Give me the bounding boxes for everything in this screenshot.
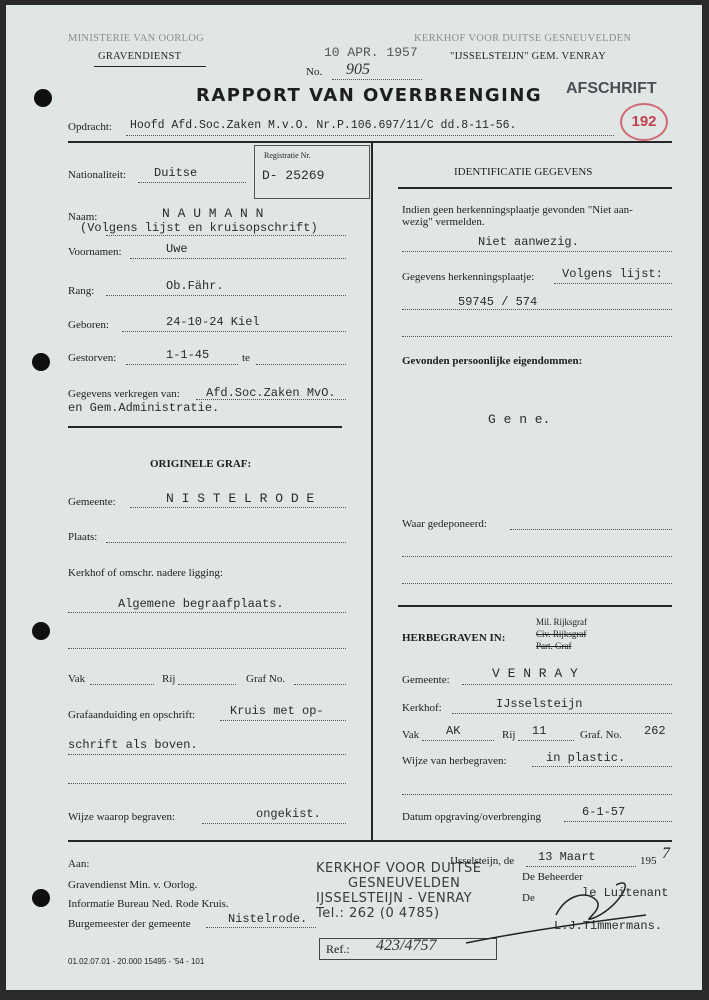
voornamen-label: Voornamen: bbox=[68, 246, 122, 258]
grafno-label: Graf No. bbox=[246, 673, 286, 685]
plaatje-label: Gegevens herkenningsplaatje: bbox=[402, 271, 535, 283]
registratie-label: Registratie Nr. bbox=[264, 151, 311, 160]
place-date: 13 Maart bbox=[538, 850, 596, 864]
gegevens-value-1: Afd.Soc.Zaken MvO. bbox=[206, 386, 336, 400]
niet-aanwezig-line bbox=[402, 251, 672, 252]
naam-note: (Volgens lijst en kruisopschrift) bbox=[80, 221, 318, 235]
grafaanduiding-line-3 bbox=[68, 783, 346, 784]
aan-line-3: Burgemeester der gemeente bbox=[68, 918, 191, 930]
stamp-line-4: Tel.: 262 (0 4785) bbox=[316, 906, 440, 921]
r-gemeente-label: Gemeente: bbox=[402, 674, 450, 686]
niet-aanwezig-value: Niet aanwezig. bbox=[478, 235, 579, 249]
plaatje-line-2 bbox=[402, 309, 672, 310]
r-grafno-value: 262 bbox=[644, 724, 666, 738]
vak-line bbox=[90, 684, 154, 685]
signature bbox=[446, 865, 669, 955]
plaats-label: Plaats: bbox=[68, 531, 98, 543]
grafno-line bbox=[294, 684, 346, 685]
print-code: 01.02.07.01 - 20.000 15495 - '54 - 101 bbox=[68, 957, 205, 966]
afschrift-stamp: AFSCHRIFT bbox=[566, 80, 657, 97]
herbegraven-rule bbox=[398, 605, 672, 607]
opdracht-line bbox=[126, 135, 614, 136]
plaatje-value-2: 59745 / 574 bbox=[458, 295, 538, 309]
kerkhof-line-2 bbox=[68, 648, 346, 649]
opdracht-value: Hoofd Afd.Soc.Zaken M.v.O. Nr.P.106.697/11/C dd.8-11-56. bbox=[130, 119, 517, 132]
gedeponeerd-line-1 bbox=[510, 529, 672, 530]
no-value: 905 bbox=[346, 61, 370, 78]
r-blank-line bbox=[402, 794, 672, 795]
gedeponeerd-label: Waar gedeponeerd: bbox=[402, 518, 487, 530]
opdracht-label: Opdracht: bbox=[68, 121, 112, 133]
aan-line-3-dots bbox=[206, 927, 316, 928]
circled-number: 192 bbox=[620, 103, 668, 141]
punch-hole bbox=[32, 353, 50, 371]
rang-label: Rang: bbox=[68, 285, 95, 297]
ministry-label: MINISTERIE VAN OORLOG bbox=[68, 33, 204, 44]
originele-graf-heading: ORIGINELE GRAF: bbox=[150, 458, 252, 470]
mil-rijksgraf: Mil. Rijksgraf bbox=[536, 617, 587, 627]
te-label: te bbox=[242, 352, 250, 364]
herbegraven-label: HERBEGRAVEN IN: bbox=[402, 632, 506, 644]
rang-line bbox=[106, 295, 346, 296]
grafaanduiding-value-2: schrift als boven. bbox=[68, 738, 198, 752]
r-vak-value: AK bbox=[446, 724, 461, 738]
gegevens-line bbox=[196, 399, 346, 400]
punch-hole bbox=[32, 622, 50, 640]
rang-value: Ob.Fähr. bbox=[166, 279, 224, 293]
naam-label: Naam: bbox=[68, 211, 98, 223]
plaatje-line-1 bbox=[554, 283, 672, 284]
service-label: GRAVENDIENST bbox=[98, 51, 182, 62]
r-gemeente-line bbox=[462, 684, 672, 685]
rank-value: le Luitenant bbox=[582, 886, 669, 900]
r-rij-line bbox=[518, 740, 574, 741]
ident-title: IDENTIFICATIE GEGEVENS bbox=[454, 166, 593, 178]
form-page bbox=[6, 5, 702, 990]
stamp-line-2: GESNEUVELDEN bbox=[348, 876, 461, 891]
datum-line bbox=[564, 821, 672, 822]
eigendommen-value: G e n e. bbox=[488, 412, 551, 427]
ref-label: Ref.: bbox=[326, 942, 350, 956]
cemetery-line1: KERKHOF VOOR DUITSE GESNEUVELDEN bbox=[414, 33, 632, 44]
aan-line-3-value: Nistelrode. bbox=[228, 912, 308, 926]
year-printed: 195 bbox=[640, 855, 657, 867]
r-vak-line bbox=[422, 740, 494, 741]
r-gemeente-value: V E N R A Y bbox=[492, 666, 578, 681]
gemeente-value: N I S T E L R O D E bbox=[166, 491, 315, 506]
grafaanduiding-line-1 bbox=[220, 720, 346, 721]
r-wijze-value: in plastic. bbox=[546, 751, 626, 765]
kerkhof-line-1 bbox=[68, 612, 346, 613]
de-label: De bbox=[522, 892, 535, 904]
wijze-line bbox=[202, 823, 346, 824]
gemeente-line bbox=[130, 507, 346, 508]
place-label: IJsselsteijn, de bbox=[450, 855, 515, 867]
punch-hole bbox=[32, 889, 50, 907]
geboren-value: 24-10-24 Kiel bbox=[166, 315, 260, 329]
rij-line bbox=[178, 684, 236, 685]
gegevens-label: Gegevens verkregen van: bbox=[68, 388, 180, 400]
ref-value: 423/4757 bbox=[376, 937, 437, 954]
stamp-line-3: IJSSELSTEIJN - VENRAY bbox=[316, 891, 473, 906]
datum-label: Datum opgraving/overbrenging bbox=[402, 811, 541, 823]
nationaliteit-label: Nationaliteit: bbox=[68, 169, 127, 181]
ident-note-1: Indien geen herkenningsplaatje gevonden "Niet aan- bbox=[402, 204, 633, 216]
ident-rule bbox=[398, 187, 672, 189]
stamp-line-1: KERKHOF VOOR DUITSE bbox=[316, 861, 482, 876]
ident-note-2: wezig" vermelden. bbox=[402, 216, 485, 228]
geboren-label: Geboren: bbox=[68, 319, 109, 331]
gestorven-line bbox=[126, 364, 238, 365]
r-wijze-line bbox=[532, 766, 672, 767]
vak-label: Vak bbox=[68, 673, 86, 685]
aan-label: Aan: bbox=[68, 858, 90, 870]
no-line bbox=[332, 79, 422, 80]
voornamen-line bbox=[130, 258, 346, 259]
plaats-line bbox=[106, 542, 346, 543]
aan-line-1: Gravendienst Min. v. Oorlog. bbox=[68, 879, 198, 891]
r-kerkhof-line bbox=[452, 713, 672, 714]
wijze-value: ongekist. bbox=[256, 807, 321, 821]
naam-line bbox=[106, 235, 346, 236]
beheerder-label: De Beheerder bbox=[522, 871, 583, 883]
grafaanduiding-label: Grafaanduiding en opschrift: bbox=[68, 709, 196, 721]
punch-hole bbox=[34, 89, 52, 107]
civ-rijksgraf: Civ. Rijksgraf bbox=[536, 629, 587, 639]
no-label: No. bbox=[306, 66, 323, 78]
form-title: RAPPORT VAN OVERBRENGING bbox=[196, 85, 543, 106]
wijze-label: Wijze waarop begraven: bbox=[68, 811, 176, 823]
grafaanduiding-line-2 bbox=[68, 754, 346, 755]
grafaanduiding-value-1: Kruis met op- bbox=[230, 704, 324, 718]
left-section-rule bbox=[68, 426, 342, 428]
year-hand: 7 bbox=[662, 845, 670, 862]
r-kerkhof-value: IJsselsteijn bbox=[496, 697, 583, 711]
cemetery-line2: "IJSSELSTEIJN" GEM. VENRAY bbox=[450, 51, 607, 62]
plaatje-value-1: Volgens lijst: bbox=[562, 267, 663, 281]
r-rij-value: 11 bbox=[532, 724, 547, 738]
eigendommen-label: Gevonden persoonlijke eigendommen: bbox=[402, 355, 583, 367]
r-kerkhof-label: Kerkhof: bbox=[402, 702, 442, 714]
gemeente-label: Gemeente: bbox=[68, 496, 116, 508]
top-rule bbox=[68, 141, 672, 143]
gestorven-label: Gestorven: bbox=[68, 352, 117, 364]
nationaliteit-value: Duitse bbox=[154, 166, 198, 180]
datum-value: 6-1-57 bbox=[582, 805, 626, 819]
te-line bbox=[256, 364, 346, 365]
center-rule bbox=[371, 141, 373, 841]
rij-label: Rij bbox=[162, 673, 176, 685]
gedeponeerd-line-3 bbox=[402, 583, 672, 584]
part-graf: Part. Graf bbox=[536, 641, 572, 651]
r-grafno-label: Graf. No. bbox=[580, 729, 622, 741]
kerkhof-value: Algemene begraafplaats. bbox=[118, 597, 284, 611]
r-rij-label: Rij bbox=[502, 729, 516, 741]
signer-name: L.J.Timmermans. bbox=[554, 919, 663, 933]
date-stamp: 10 APR. 1957 bbox=[324, 45, 418, 60]
kerkhof-label: Kerkhof of omschr. nadere ligging: bbox=[68, 567, 223, 579]
gestorven-value: 1-1-45 bbox=[166, 348, 210, 362]
r-wijze-label: Wijze van herbegraven: bbox=[402, 755, 507, 767]
gegevens-value-2: en Gem.Administratie. bbox=[68, 401, 220, 415]
plaatje-line-3 bbox=[402, 336, 672, 337]
geboren-line bbox=[122, 331, 346, 332]
aan-line-2: Informatie Bureau Ned. Rode Kruis. bbox=[68, 898, 229, 910]
naam-value: N A U M A N N bbox=[162, 206, 264, 221]
registratie-value: D- 25269 bbox=[262, 168, 325, 183]
voornamen-value: Uwe bbox=[166, 242, 188, 256]
service-underline bbox=[94, 66, 206, 67]
r-vak-label: Vak bbox=[402, 729, 420, 741]
gedeponeerd-line-2 bbox=[402, 556, 672, 557]
nationaliteit-line bbox=[138, 182, 246, 183]
bottom-rule bbox=[68, 840, 672, 842]
